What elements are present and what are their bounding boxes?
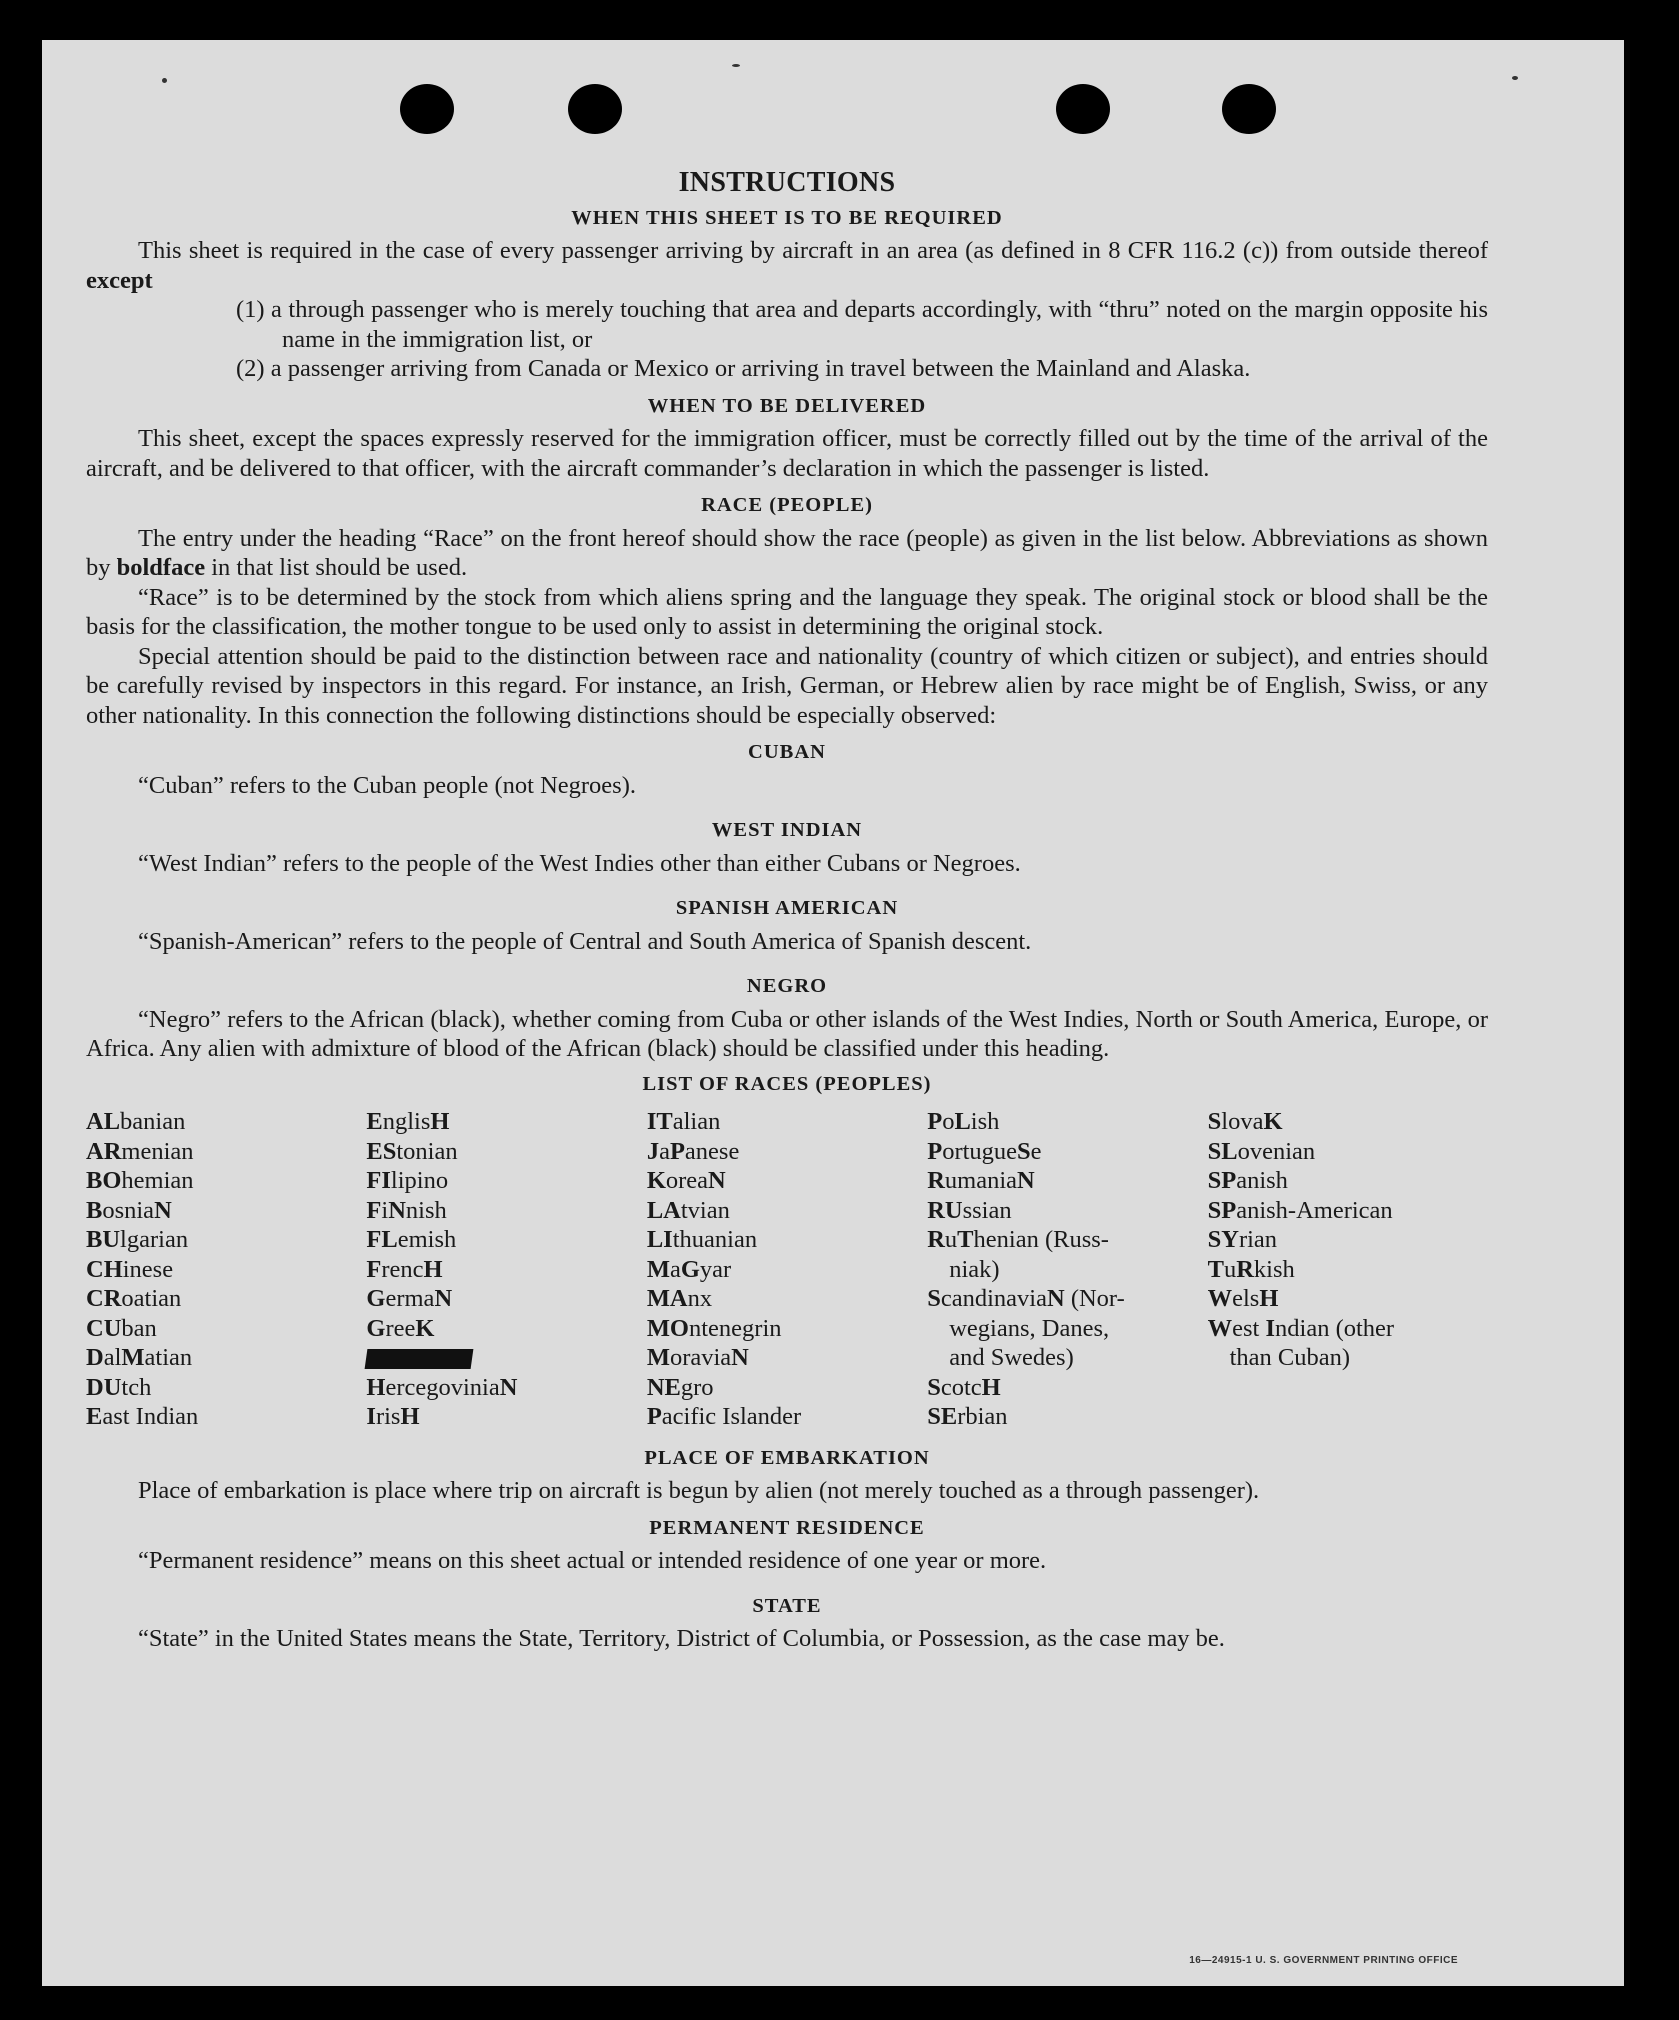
punch-hole — [568, 84, 622, 134]
race-entry-continuation: wegians, Danes, — [949, 1314, 1110, 1342]
speck-mark — [162, 78, 167, 83]
punch-hole — [1222, 84, 1276, 134]
race-entry: LIthuanian — [646, 1226, 758, 1253]
race-entry: PoLish — [927, 1108, 1000, 1135]
speck-mark — [732, 64, 740, 67]
race-entry: SYrian — [1207, 1226, 1278, 1253]
embarkation-text: Place of embarkation is place where trip on aircraft is begun by alien (not merely touched as a through passenger). — [138, 1477, 1260, 1504]
race-entry: BUlgarian — [86, 1226, 189, 1253]
race-entry: CUban — [86, 1314, 157, 1342]
instructions-content — [86, 168, 1488, 1654]
when-delivered-text: This sheet, except the spaces expressly reserved for the immigration officer, must be correctly filled out by the time of the arrival of the aircraft, and be delivered to that officer, with the aircraft commander’s declaration in which the passenger is listed. — [86, 425, 1488, 482]
race-entry: EnglisH — [366, 1108, 450, 1135]
race-entry: MOntenegrin — [646, 1314, 782, 1342]
race-entry: SlovaK — [1207, 1108, 1283, 1135]
race-column — [86, 1107, 366, 1432]
race-entry: ITalian — [646, 1108, 721, 1135]
race-entry: ScotcH — [927, 1373, 1001, 1401]
heading-race: RACE (PEOPLE) — [701, 494, 873, 516]
race-entry: EStonian — [366, 1137, 458, 1165]
race-entry: ALbanian — [86, 1108, 186, 1135]
when-required-item-1: (1) a through passenger who is merely touching that area and departs accordingly, with “thru” noted on the margin opposite his name in the immigration list, or — [236, 296, 1488, 353]
document-sheet — [42, 40, 1624, 1986]
redaction-mark — [365, 1349, 474, 1369]
heading-embarkation: PLACE OF EMBARKATION — [644, 1446, 930, 1469]
cuban-text: “Cuban” refers to the Cuban people (not Negroes). — [138, 771, 636, 799]
race-entry-continuation: niak) — [949, 1255, 1000, 1283]
heading-state: STATE — [752, 1594, 822, 1617]
race-entry: SErbian — [927, 1403, 1008, 1430]
race-column — [366, 1107, 646, 1432]
race-entry: RUssian — [927, 1196, 1012, 1224]
race-entry: ARmenian — [86, 1137, 194, 1165]
heading-cuban: CUBAN — [748, 741, 826, 763]
when-required-item-2: (2) a passenger arriving from Canada or Mexico or arriving in travel between the Mainland and Alaska. — [236, 355, 1251, 382]
race-entry: FIlipino — [366, 1167, 449, 1194]
race-entry: FiNnish — [366, 1196, 447, 1224]
heading-spanish-american: SPANISH AMERICAN — [675, 897, 899, 919]
west-indian-text: “West Indian” refers to the people of the West Indies other than either Cubans or Negroes. — [138, 849, 1021, 877]
race-entry: PortugueSe — [927, 1137, 1042, 1165]
race-entry: TuRkish — [1207, 1255, 1295, 1283]
page-title: INSTRUCTIONS — [678, 167, 896, 198]
negro-text: “Negro” refers to the African (black), whether coming from Cuba or other islands of the West Indies, North or South America, Europe, or Africa. Any alien with admixture of blood of the African (black) should be classified under this heading. — [86, 1005, 1488, 1062]
race-paragraph-1: The entry under the heading “Race” on the front hereof should show the race (people) as given in the list below. Abbreviations as shown by boldface in that list should be used. — [86, 524, 1488, 581]
race-entry: MAnx — [646, 1285, 713, 1312]
race-paragraph-2: “Race” is to be determined by the stock from which aliens spring and the language they speak. The original stock or blood shall be the basis for the classification, the mother tongue to be used only to assist in determining the original stock. — [86, 583, 1488, 640]
race-entry: IrisH — [366, 1403, 420, 1430]
race-entry: SPanish — [1207, 1167, 1288, 1194]
permanent-residence-text: “Permanent residence” means on this sheet actual or intended residence of one year or more. — [138, 1547, 1047, 1574]
punch-hole — [1056, 84, 1110, 134]
heading-permanent-residence: PERMANENT RESIDENCE — [649, 1516, 925, 1539]
race-entry: RumaniaN — [927, 1167, 1035, 1194]
race-entry: SLovenian — [1207, 1137, 1316, 1165]
heading-list-of-races: LIST OF RACES (PEOPLES) — [642, 1072, 932, 1095]
race-entry: DUtch — [86, 1373, 152, 1401]
state-text: “State” in the United States means the State, Territory, District of Columbia, or Possession, as the case may be. — [138, 1625, 1225, 1652]
race-entry: West Indian (other — [1207, 1314, 1395, 1342]
race-entry: RuThenian (Russ- — [927, 1226, 1109, 1253]
race-entry: LAtvian — [646, 1196, 730, 1224]
race-entry: WelsH — [1207, 1285, 1279, 1312]
race-entry: MaGyar — [646, 1255, 732, 1283]
race-entry: GreeK — [366, 1314, 435, 1342]
race-entry: SPanish-American — [1207, 1196, 1393, 1224]
race-entry: Pacific Islander — [646, 1403, 802, 1430]
printer-footer: 16—24915-1 U. S. GOVERNMENT PRINTING OFFICE — [1189, 1955, 1458, 1966]
race-entry: DalMatian — [86, 1344, 193, 1371]
race-entry: East Indian — [86, 1403, 199, 1430]
race-entry: ScandinaviaN (Nor- — [927, 1285, 1125, 1312]
race-entry-continuation: and Swedes) — [949, 1344, 1074, 1371]
heading-when-required: WHEN THIS SHEET IS TO BE REQUIRED — [571, 206, 1003, 229]
speck-mark — [1512, 76, 1518, 80]
heading-when-delivered: WHEN TO BE DELIVERED — [647, 394, 927, 417]
race-entry: HercegoviniaN — [366, 1373, 518, 1401]
race-entry-continuation: than Cuban) — [1229, 1344, 1351, 1371]
race-entry: BOhemian — [86, 1167, 194, 1194]
race-list — [86, 1107, 1488, 1432]
race-entry: GermaN — [366, 1285, 453, 1312]
race-entry: KoreaN — [646, 1167, 726, 1194]
punch-hole — [400, 84, 454, 134]
race-entry: FrencH — [366, 1255, 443, 1283]
when-required-intro: This sheet is required in the case of every passenger arriving by aircraft in an area (as defined in 8 CFR 116.2 (c)) from outside thereof except — [86, 237, 1488, 294]
race-entry: CRoatian — [86, 1285, 182, 1312]
race-entry: JaPanese — [646, 1137, 740, 1165]
race-entry: FLemish — [366, 1226, 457, 1253]
race-entry: BosniaN — [86, 1196, 172, 1224]
race-column — [1208, 1107, 1488, 1432]
race-entry: NEgro — [646, 1373, 714, 1401]
race-paragraph-3: Special attention should be paid to the distinction between race and nationality (country of which citizen or subject), and entries should be carefully revised by inspectors in this regard. For instance, an Irish, German, or Hebrew alien by race might be of English, Swiss, or any other nationality. In this connection the following distinctions should be especially observed: — [86, 642, 1488, 729]
heading-negro: NEGRO — [746, 975, 828, 997]
race-entry: CHinese — [86, 1255, 174, 1283]
race-column — [647, 1107, 927, 1432]
redacted-entry — [366, 1343, 646, 1373]
heading-west-indian: WEST INDIAN — [711, 819, 863, 841]
spanish-american-text: “Spanish-American” refers to the people of Central and South America of Spanish descent. — [138, 927, 1032, 955]
race-entry: MoraviaN — [646, 1344, 749, 1371]
race-column — [927, 1107, 1207, 1432]
